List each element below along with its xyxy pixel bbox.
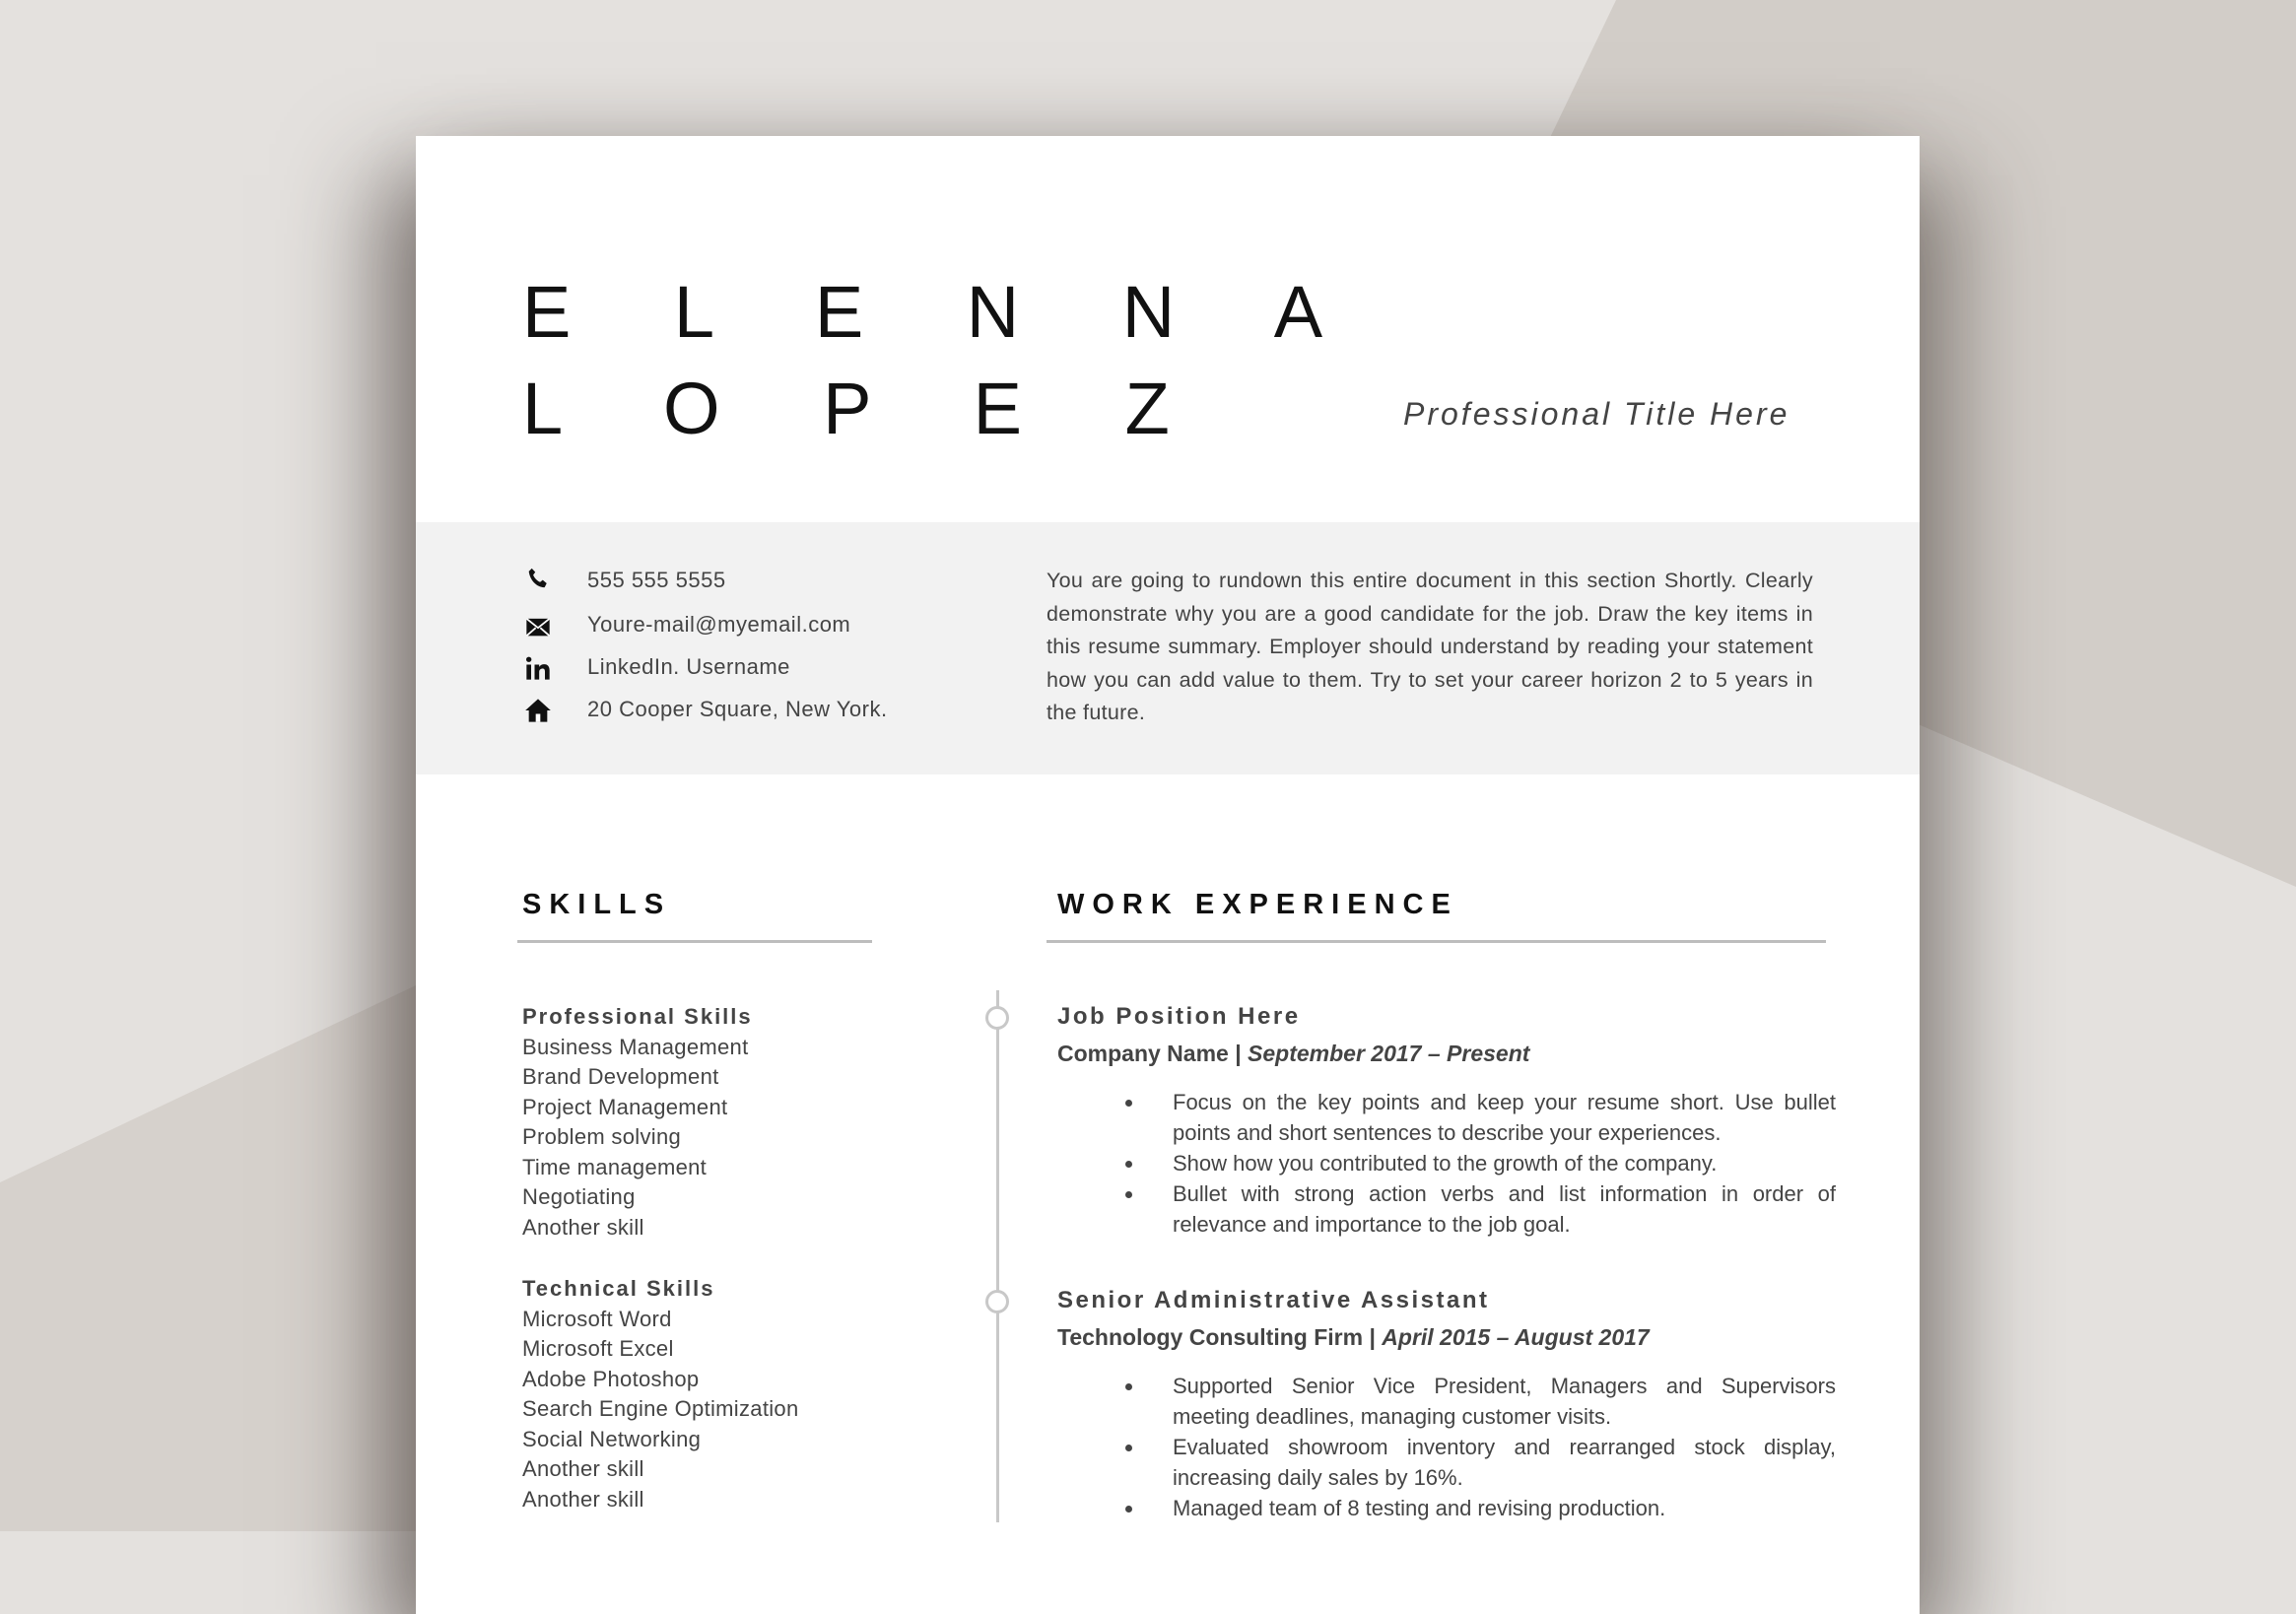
skill-item: Problem solving xyxy=(522,1124,682,1149)
company-line xyxy=(1057,1324,1836,1351)
skill-item: Adobe Photoshop xyxy=(522,1366,700,1391)
job-entry xyxy=(1057,1003,1836,1240)
job-bullets xyxy=(1057,1371,1836,1523)
linkedin-link[interactable]: LinkedIn. Username xyxy=(587,654,790,679)
company-name: Company Name | xyxy=(1057,1041,1242,1066)
bullet-item: • Supported Senior Vice President, Managers and Supervisors meeting deadlines, managing customer visits. xyxy=(1145,1371,1836,1432)
skill-item: Time management xyxy=(522,1154,708,1179)
skill-item: Negotiating xyxy=(522,1184,636,1209)
address-text: 20 Cooper Square, New York. xyxy=(587,697,888,721)
skill-item: Another skill xyxy=(522,1214,644,1240)
skill-item: Another skill xyxy=(522,1486,644,1512)
bullet-item: • Focus on the key points and keep your resume short. Use bullet points and short sentences to describe your experiences. xyxy=(1145,1087,1836,1148)
job-entry xyxy=(1057,1287,1836,1523)
skill-item: Business Management xyxy=(522,1034,749,1059)
skills-list xyxy=(522,1002,916,1514)
skills-heading: SKILLS xyxy=(522,889,672,920)
summary-text: You are going to rundown this entire document in this section Shortly. Clearly demonstrate why you are a good candidate for the job. Draw the key items in this resume summary. Employer should understand by reading your statement how you can add value to them. Try to set your career horizon 2 to 5 years in the future. xyxy=(1047,569,1813,724)
skills-divider xyxy=(517,940,872,943)
professional-title: Professional Title Here xyxy=(1403,396,1790,432)
phone-text: 555 555 5555 xyxy=(587,568,726,592)
home-icon xyxy=(524,697,552,724)
skill-item: Another skill xyxy=(522,1456,644,1481)
skill-item: Brand Development xyxy=(522,1064,719,1089)
timeline-dot xyxy=(985,1006,1009,1030)
bullet-item: • Show how you contributed to the growth of the company. xyxy=(1145,1148,1836,1178)
job-title: Senior Administrative Assistant xyxy=(1057,1287,1490,1313)
professional-skills-title: Professional Skills xyxy=(522,1004,753,1029)
company-name: Technology Consulting Firm | xyxy=(1057,1324,1376,1350)
skill-item: Microsoft Word xyxy=(522,1306,672,1331)
job-dates: September 2017 – Present xyxy=(1248,1041,1530,1066)
skill-item: Search Engine Optimization xyxy=(522,1396,799,1421)
timeline-line xyxy=(996,990,999,1522)
linkedin-icon xyxy=(524,654,552,682)
email-link[interactable]: Youre-mail@myemail.com xyxy=(587,612,851,637)
skill-item: Social Networking xyxy=(522,1426,702,1451)
work-divider xyxy=(1047,940,1826,943)
work-experience-heading: WORK EXPERIENCE xyxy=(1057,889,1458,920)
job-bullets xyxy=(1057,1087,1836,1240)
contact-summary-band xyxy=(416,522,1920,774)
last-name: L O P E Z xyxy=(522,368,1211,449)
skill-item: Microsoft Excel xyxy=(522,1336,674,1361)
first-name: E L E N N A xyxy=(522,271,1365,353)
job-title: Job Position Here xyxy=(1057,1003,1301,1030)
resume-page xyxy=(416,136,1920,1614)
envelope-icon xyxy=(524,613,552,640)
bullet-item: • Evaluated showroom inventory and rearranged stock display, increasing daily sales by 16%. xyxy=(1145,1432,1836,1493)
skill-item: Project Management xyxy=(522,1094,728,1119)
company-line xyxy=(1057,1041,1836,1067)
bullet-item: • Bullet with strong action verbs and list information in order of relevance and importance to the job goal. xyxy=(1145,1178,1836,1240)
job-dates: April 2015 – August 2017 xyxy=(1382,1324,1650,1350)
timeline-dot xyxy=(985,1290,1009,1313)
phone-icon xyxy=(524,566,552,593)
bullet-item: • Managed team of 8 testing and revising production. xyxy=(1145,1493,1836,1523)
technical-skills-title: Technical Skills xyxy=(522,1276,715,1301)
